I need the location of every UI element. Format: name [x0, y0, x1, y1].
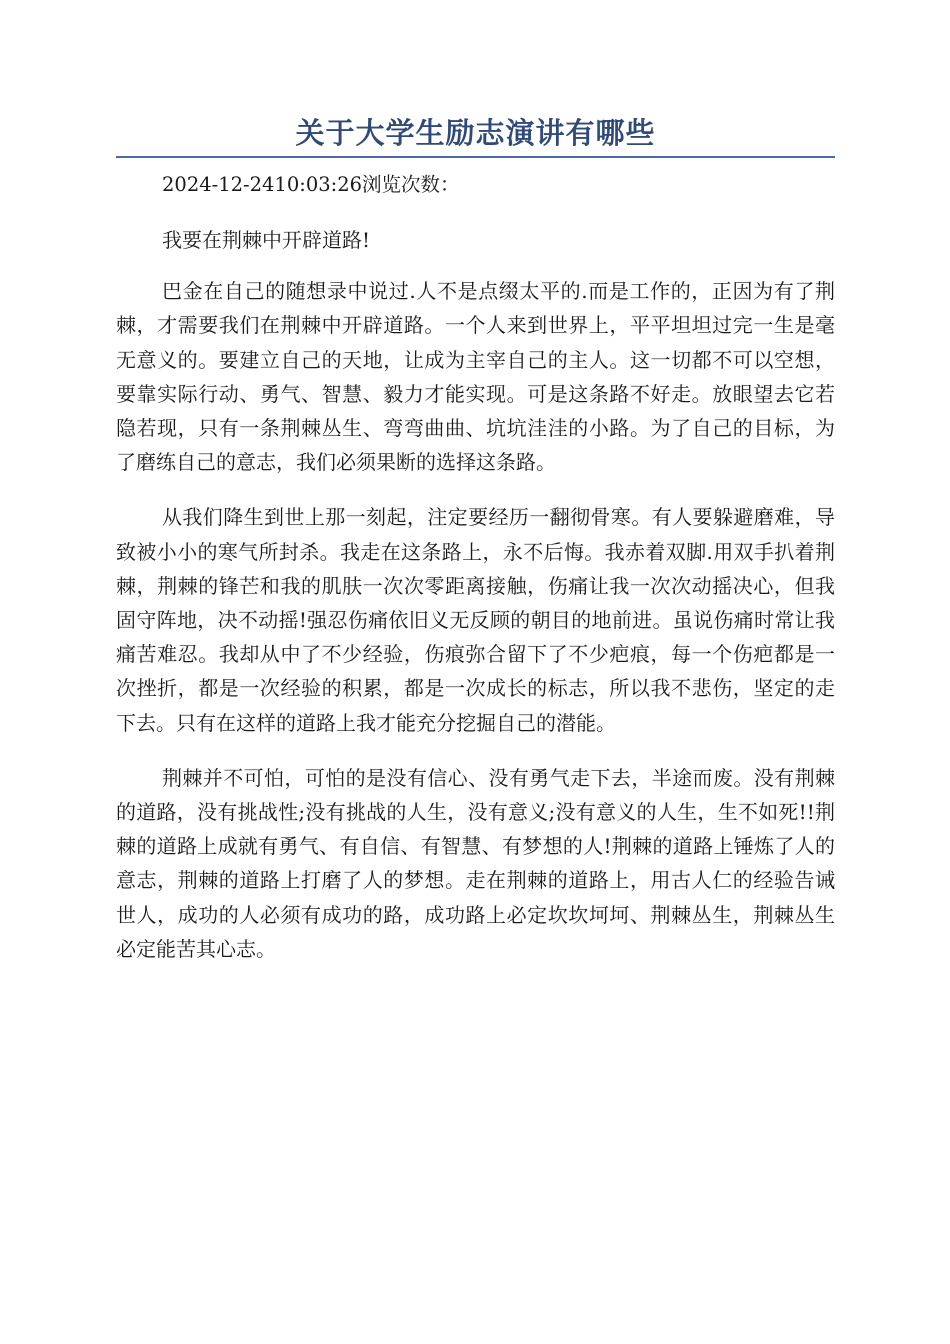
page-title: 关于大学生励志演讲有哪些 — [295, 116, 656, 150]
opening-line: 我要在荆棘中开辟道路! — [162, 228, 371, 252]
body-paragraph: 荆棘并不可怕，可怕的是没有信心、没有勇气走下去，半途而废。没有荆棘的道路，没有挑战性;没有挑战的人生，没有意义;没有意义的人生，生不如死!!荆棘的道路上成就有勇气、有自信、有智慧、有梦想的人!荆棘的道路上锤炼了人的意志，荆棘的道路上打磨了人的梦想。走在荆棘的道路上，用古人仁的经验告诫世人，成功的人必须有成功的路，成功路上必定坎坎坷坷、荆棘丛生，荆棘丛生必定能苦其心志。 — [116, 765, 835, 961]
body-paragraph: 从我们降生到世上那一刻起，注定要经历一翻彻骨寒。有人要躲避磨难，导致被小小的寒气所封杀。我走在这条路上，永不后悔。我赤着双脚.用双手扒着荆棘，荆棘的锋芒和我的肌肤一次次零距离接触，伤痛让我一次次动摇决心，但我固守阵地，决不动摇!强忍伤痛依旧义无反顾的朝目的地前进。虽说伤痛时常让我痛苦难忍。我却从中了不少经验，伤痕弥合留下了不少疤痕，每一个伤疤都是一次挫折，都是一次经验的积累，都是一次成长的标志，所以我不悲伤，坚定的走下去。只有在这样的道路上我才能充分挖掘自己的潜能。 — [116, 505, 835, 735]
document-page — [116, 112, 835, 987]
publish-meta: 2024-12-2410:03:26浏览次数： — [162, 173, 460, 196]
body-paragraph: 巴金在自己的随想录中说过.人不是点缀太平的.而是工作的，正因为有了荆棘，才需要我们在荆棘中开辟道路。一个人来到世界上，平平坦坦过完一生是毫无意义的。要建立自己的天地，让成为主宰自己的主人。这一切都不可以空想，要靠实际行动、勇气、智慧、毅力才能实现。可是这条路不好走。放眼望去它若隐若现，只有一条荆棘丛生、弯弯曲曲、坑坑洼洼的小路。为了自己的目标，为了磨练自己的意志，我们必须果断的选择这条路。 — [116, 279, 835, 475]
title-divider — [116, 156, 835, 158]
